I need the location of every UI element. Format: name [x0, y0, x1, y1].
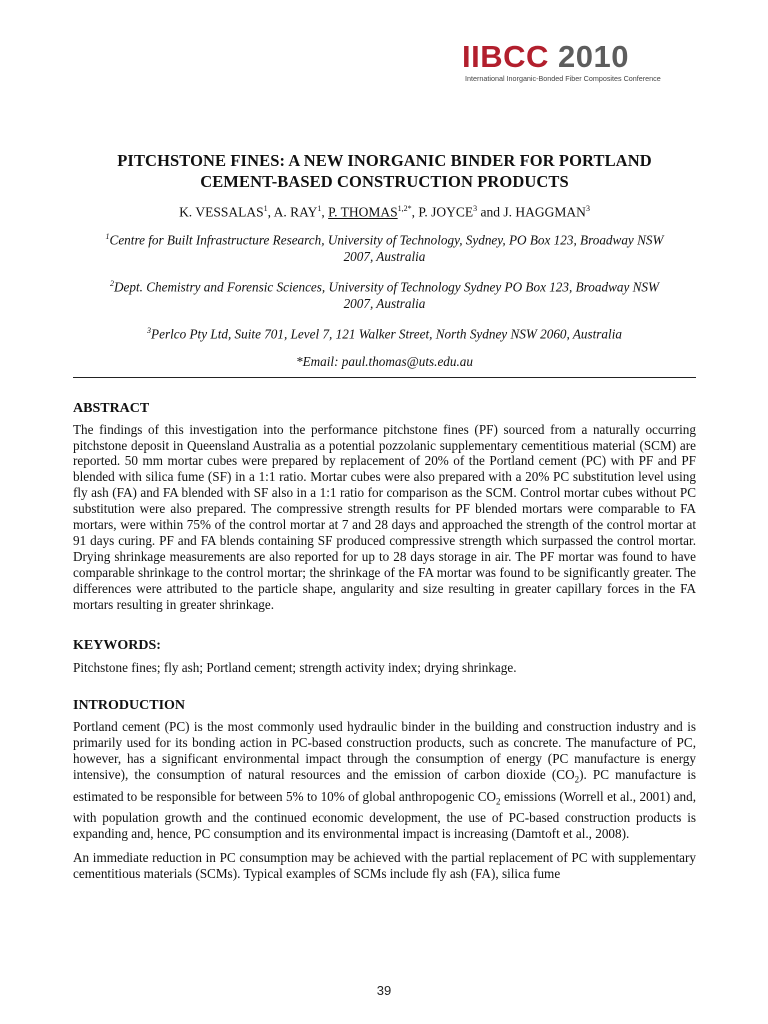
logo-subtitle: International Inorganic-Bonded Fiber Composites Conference: [465, 74, 661, 83]
paragraph-text: Portland cement (PC) is the most commonly used hydraulic binder in the building and construction industry and is primarily used for its bonding action in PC-based construction products, such as concrete. The manufacture of PC, however, has a significant environmental impact through the consumption of energy (PC manufacture is energy intensive), the consumption of natural resources and the emission of carbon dioxide (CO: [73, 719, 696, 783]
affiliation-2: [73, 275, 696, 312]
page-number: 39: [376, 983, 392, 998]
affiliation-mark: 2: [110, 278, 115, 288]
paragraph-text: ). PC manufacture is estimated to be responsible for between 5% to 10% of global anthropogenic CO: [73, 767, 696, 804]
introduction-paragraph-1: [73, 719, 696, 842]
paragraph-text: emissions (Worrell et al., 2001) and, with population growth and the continued economic development, the use of PC-based construction products is expanding and, hence, PC consumption and its environmental impact is increasing (Damtoft et al., 2008).: [73, 788, 696, 842]
author-list: [73, 200, 696, 222]
subscript: 2: [496, 796, 501, 807]
logo-acronym: IIBCC: [462, 39, 549, 74]
affiliation-text: 2007, Australia: [343, 248, 426, 264]
introduction-paragraph-2: An immediate reduction in PC consumption may be achieved with the partial replacement of PC with supplementary cementitious materials (SCMs). Typical examples of SCMs include fly ash (FA), silica fume: [73, 850, 696, 881]
subscript: 2: [574, 774, 580, 785]
author-affiliation-mark: 1: [317, 204, 322, 213]
author-separator: ,: [411, 204, 419, 220]
affiliation-1: [73, 228, 696, 265]
affiliation-text: Perlco Pty Ltd, Suite 701, Level 7, 121 Walker Street, North Sydney NSW 2060, Australia: [151, 326, 622, 342]
conference-logo: [462, 40, 702, 83]
keywords-text: Pitchstone fines; fly ash; Portland cement; strength activity index; drying shrinkage.: [73, 659, 517, 675]
abstract-section: [73, 400, 696, 613]
author-separator: ,: [321, 204, 329, 220]
author-affiliation-mark: 1: [263, 204, 268, 213]
abstract-text: The findings of this investigation into the performance pitchstone fines (PF) sourced from a naturally occurring pitchstone deposit in Queensland Australia as a potential pozzolanic supplementary cementitious material (SCM) are reported. 50 mm mortar cubes were prepared by replacement of 20% of the Portland cement (PC) with PF and PF blended with silica fume (SF) in a 1:1 ratio. Mortar cubes were also prepared with a 20% PC substitution level using fly ash (FA) and FA blended with SF also in a 1:1 ratio for comparison as the SCM. Control mortar cubes without PC substitution were also prepared. The compressive strength results for PF blended mortars were comparable to FA mortars, were within 75% of the control mortar at 7 and 28 days and approached the strength of the control mortar at 91 days curing. PF and FA blends containing SF produced compressive strength which surpassed the control mortar. Drying shrinkage measurements are also reported for up to 28 days storage in air. The PF mortar was found to have comparable shrinkage to the control mortar; the shrinkage of the FA mortar was found to be significantly greater. The differences were attributed to the particle shape, angularity and size resulting in greater capillary forces in the FA mortars resulting in greater shrinkage.: [73, 421, 696, 612]
affiliation-text: Dept. Chemistry and Forensic Sciences, University of Technology Sydney PO Box 123, Broadway NSW: [114, 279, 659, 295]
author-name: J. HAGGMAN: [503, 204, 586, 220]
corresponding-author-name: P. THOMAS: [328, 204, 398, 220]
author-separator: ,: [267, 204, 274, 220]
contact-email: *Email: paul.thomas@uts.edu.au: [296, 353, 473, 369]
affiliation-mark: 1: [105, 231, 110, 241]
affiliation-3: [73, 322, 696, 342]
introduction-section: [73, 697, 696, 881]
keywords-heading: KEYWORDS:: [73, 637, 161, 653]
header-divider: [73, 377, 696, 378]
author-affiliation-mark: 1,2*: [397, 204, 412, 213]
logo-year: 2010: [558, 39, 629, 74]
title-line-1: PITCHSTONE FINES: A NEW INORGANIC BINDER FOR PORTLAND: [117, 151, 652, 170]
author-affiliation-mark: 3: [585, 204, 590, 213]
paper-body: [73, 150, 696, 882]
affiliation-text: 2007, Australia: [343, 296, 426, 312]
keywords-section: [73, 637, 696, 676]
title-line-2: CEMENT-BASED CONSTRUCTION PRODUCTS: [200, 172, 569, 191]
author-separator: and: [477, 204, 504, 220]
author-name: A. RAY: [273, 204, 318, 220]
author-name: P. JOYCE: [418, 204, 474, 220]
paper-title: [73, 150, 696, 192]
introduction-heading: INTRODUCTION: [73, 698, 186, 714]
affiliation-text: Centre for Built Infrastructure Research, University of Technology, Sydney, PO Box 123, Broadway NSW: [109, 231, 664, 247]
author-affiliation-mark: 3: [473, 204, 478, 213]
abstract-heading: ABSTRACT: [73, 400, 150, 416]
logo-wordmark: [462, 40, 702, 74]
author-name: K. VESSALAS: [179, 204, 264, 220]
affiliation-mark: 3: [147, 326, 152, 336]
